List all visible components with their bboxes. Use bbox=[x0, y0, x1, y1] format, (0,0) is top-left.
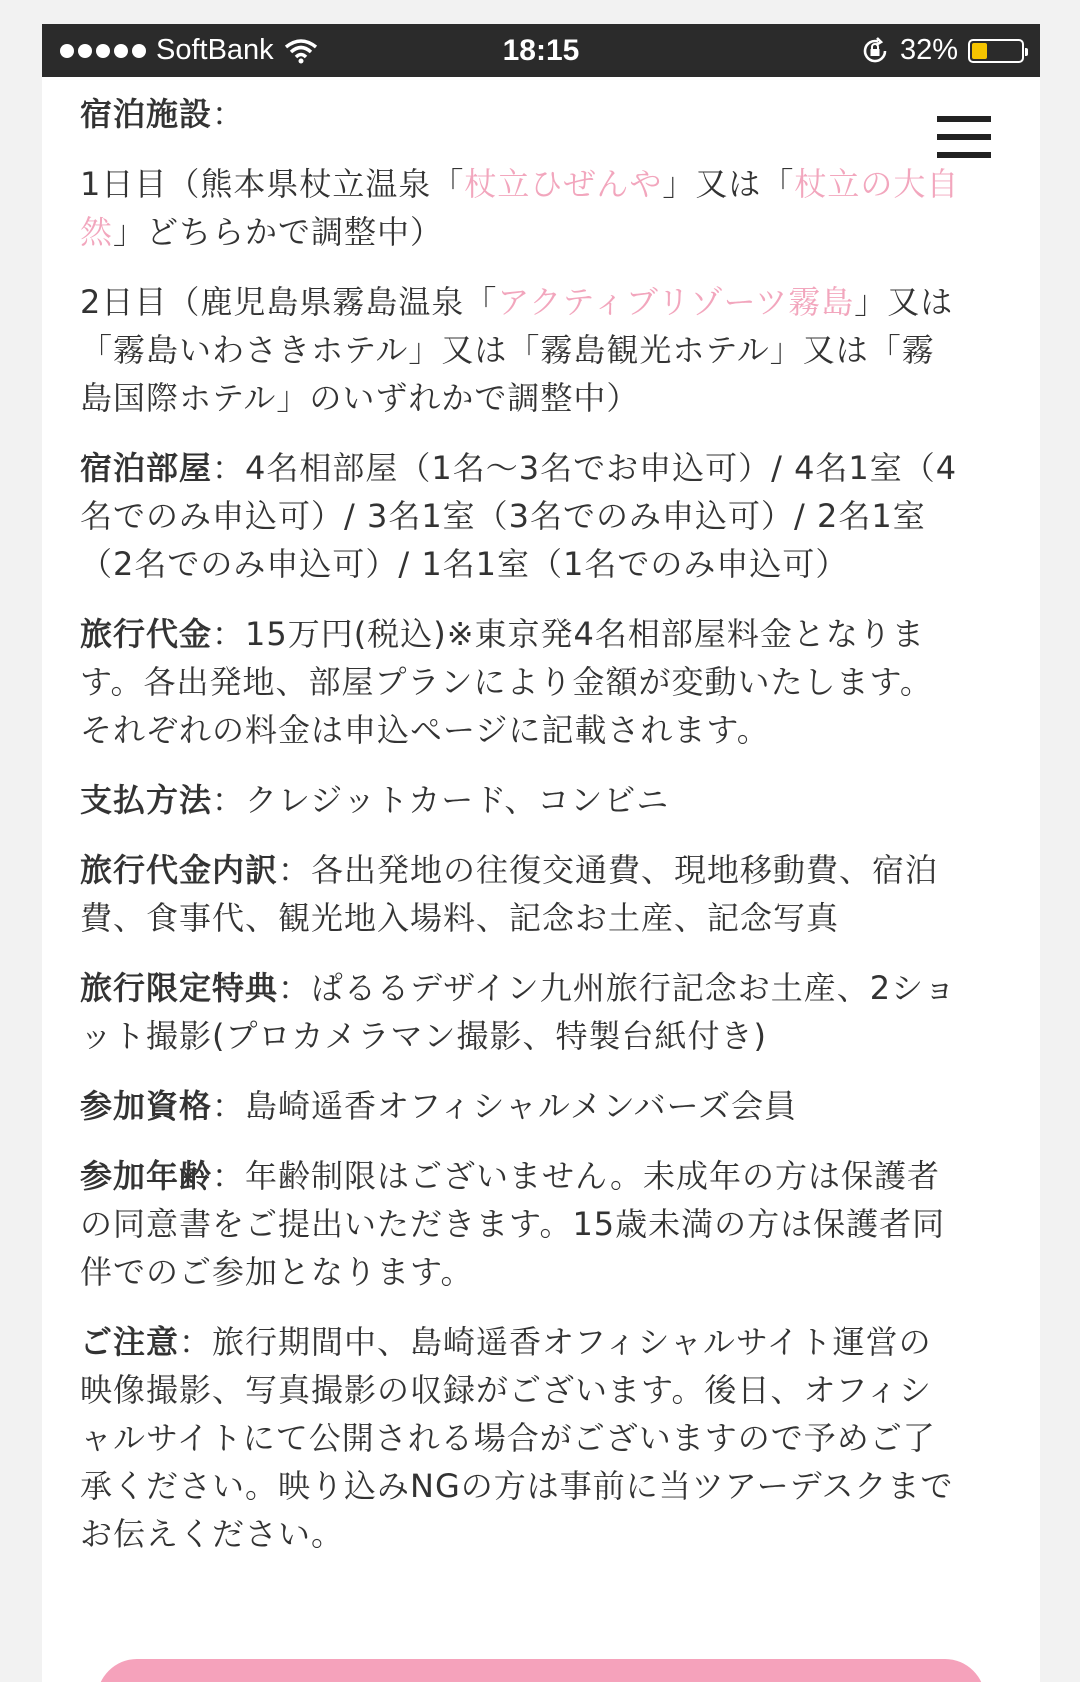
phone-screen bbox=[42, 24, 1040, 1682]
notice-label: ご注意 bbox=[80, 1323, 180, 1361]
room-info: 宿泊部屋：4名相部屋（1名〜3名でお申込可）/ 4名1室（4名でのみ申込可）/ 3名1室（3名でのみ申込可）/ 2名1室（2名でのみ申込可）/ 1名1室（1名でのみ申込可） bbox=[80, 449, 958, 583]
bonus-label: 旅行限定特典 bbox=[80, 969, 279, 1007]
hotel-link-active-resorts[interactable]: アクティブリゾーツ霧島 bbox=[497, 283, 855, 321]
age-info: 参加年齢：年齢制限はございません。未成年の方は保護者の同意書をご提出いただきます。15歳未満の方は保護者同伴でのご参加となります。 bbox=[80, 1157, 946, 1291]
payment-label: 支払方法 bbox=[80, 781, 213, 819]
day2-hotel: 2日目（鹿児島県霧島温泉「アクティブリゾーツ霧島」又は「霧島いわさきホテル」又は「霧島観光ホテル」又は「霧島国際ホテル」のいずれかで調整中） bbox=[80, 283, 954, 417]
status-right bbox=[860, 24, 1024, 77]
payment-info: 支払方法：クレジットカード、コンビニ bbox=[80, 781, 670, 819]
hotel-link-daishizen[interactable]: 杖立の大自然 bbox=[80, 165, 960, 251]
battery-percent: 32% bbox=[899, 34, 958, 66]
room-label: 宿泊部屋 bbox=[80, 449, 213, 487]
breakdown-info: 旅行代金内訳：各出発地の往復交通費、現地移動費、宿泊費、食事代、観光地入場料、記念お土産、記念写真 bbox=[80, 851, 939, 937]
price-label: 旅行代金 bbox=[80, 615, 213, 653]
bonus-info: 旅行限定特典：ぱるるデザイン九州旅行記念お土産、2ショット撮影(プロカメラマン撮影、特製台紙付き) bbox=[80, 969, 957, 1055]
battery-level bbox=[972, 43, 987, 59]
breakdown-label: 旅行代金内訳 bbox=[80, 851, 279, 889]
hotel-heading: 宿泊施設： bbox=[80, 95, 246, 133]
hotel-link-hizenya[interactable]: 杖立ひぜんや bbox=[464, 165, 663, 203]
clock: 18:15 bbox=[502, 34, 580, 67]
price-info: 旅行代金：15万円(税込)※東京発4名相部屋料金となります。各出発地、部屋プランにより金額が変動いたします。それぞれの料金は申込ページに記載されます。 bbox=[80, 615, 933, 749]
battery-icon bbox=[968, 39, 1024, 63]
hotel-label: 宿泊施設 bbox=[80, 95, 213, 133]
age-label: 参加年齢 bbox=[80, 1157, 213, 1195]
carrier-label: SoftBank bbox=[156, 34, 274, 66]
rotation-lock-icon bbox=[860, 36, 890, 66]
notice-info: ご注意：旅行期間中、島崎遥香オフィシャルサイト運営の映像撮影、写真撮影の収録がございます。後日、オフィシャルサイトにて公開される場合がございますので予めご了承ください。映り込みNGの方は事前に当ツアーデスクまでお伝えください。 bbox=[80, 1323, 954, 1553]
apply-button[interactable] bbox=[97, 1659, 985, 1682]
eligibility-label: 参加資格 bbox=[80, 1087, 213, 1125]
day1-hotel: 1日目（熊本県杖立温泉「杖立ひぜんや」又は「杖立の大自然」どちらかで調整中） bbox=[80, 165, 960, 251]
eligibility-info: 参加資格：島崎遥香オフィシャルメンバーズ会員 bbox=[80, 1087, 798, 1125]
status-bar bbox=[42, 24, 1040, 77]
hamburger-menu-icon[interactable] bbox=[937, 116, 991, 158]
tour-details bbox=[80, 90, 960, 1580]
